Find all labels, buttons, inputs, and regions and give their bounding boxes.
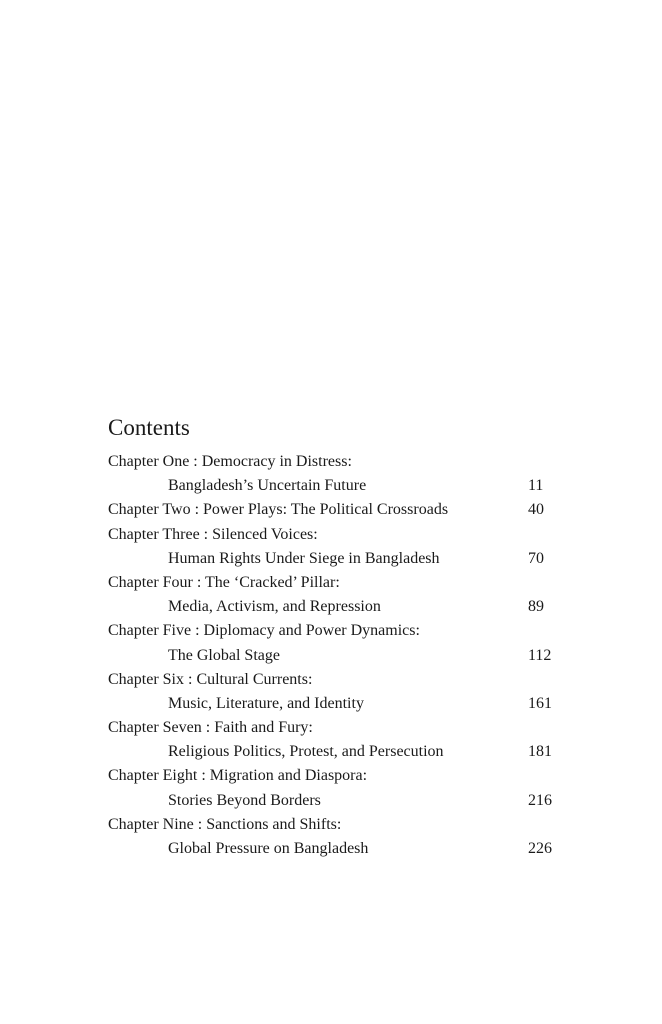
chapter-heading-text: Chapter Seven : Faith and Fury: [108,719,313,737]
toc-chapter-heading [108,450,568,474]
page-number: 226 [528,840,552,857]
chapter-heading-text: Chapter Two : Power Plays: The Political Crossroads [108,501,449,519]
page-number: 89 [528,598,544,616]
toc-chapter-heading [108,813,568,837]
toc-chapter-subtitle [108,692,568,716]
chapter-subtitle-text: Bangladesh’s Uncertain Future [168,477,367,495]
chapter-heading-text: Chapter One : Democracy in Distress: [108,453,352,470]
chapter-heading-text: Chapter Three : Silenced Voices: [108,525,318,543]
page-number: 161 [528,694,552,712]
toc-chapter-heading [108,571,568,595]
chapter-subtitle-text: Human Rights Under Siege in Bangladesh [168,549,440,567]
toc-chapter-subtitle [108,595,568,619]
page-number: 181 [528,743,552,761]
chapter-heading-text: Chapter Eight : Migration and Diaspora: [108,767,368,785]
toc-chapter-subtitle [108,547,568,571]
page-number: 70 [528,549,544,567]
chapter-subtitle-text: The Global Stage [168,646,280,664]
toc-chapter-heading [108,716,568,740]
page-number: 112 [528,646,552,664]
toc-chapter-heading [108,764,568,788]
toc-chapter-subtitle [108,474,568,498]
toc-chapter-subtitle [108,740,568,764]
table-of-contents [108,412,568,861]
chapter-subtitle-text: Media, Activism, and Repression [168,598,381,616]
page-number: 11 [528,477,544,495]
toc-chapter-heading [108,523,568,547]
chapter-heading-text: Chapter Six : Cultural Currents: [108,670,313,688]
chapter-subtitle-text: Religious Politics, Protest, and Persecution [168,743,444,761]
toc-chapter-subtitle [108,789,568,813]
chapter-heading-text: Chapter Four : The ‘Cracked’ Pillar: [108,573,340,591]
chapter-heading-text: Chapter Nine : Sanctions and Shifts: [108,815,342,833]
chapter-heading-text: Chapter Five : Diplomacy and Power Dynamics: [108,622,420,640]
toc-chapter-subtitle [108,644,568,668]
chapter-subtitle-text: Stories Beyond Borders [168,791,321,809]
toc-chapter-heading [108,498,568,522]
chapter-subtitle-text: Global Pressure on Bangladesh [168,840,369,857]
chapter-subtitle-text: Music, Literature, and Identity [168,694,364,712]
toc-chapter-heading [108,668,568,692]
contents-title: Contents [108,415,190,440]
toc-list [108,450,568,861]
page-number: 216 [528,791,552,809]
page-number: 40 [528,501,544,519]
toc-chapter-subtitle [108,837,568,861]
toc-chapter-heading [108,619,568,643]
